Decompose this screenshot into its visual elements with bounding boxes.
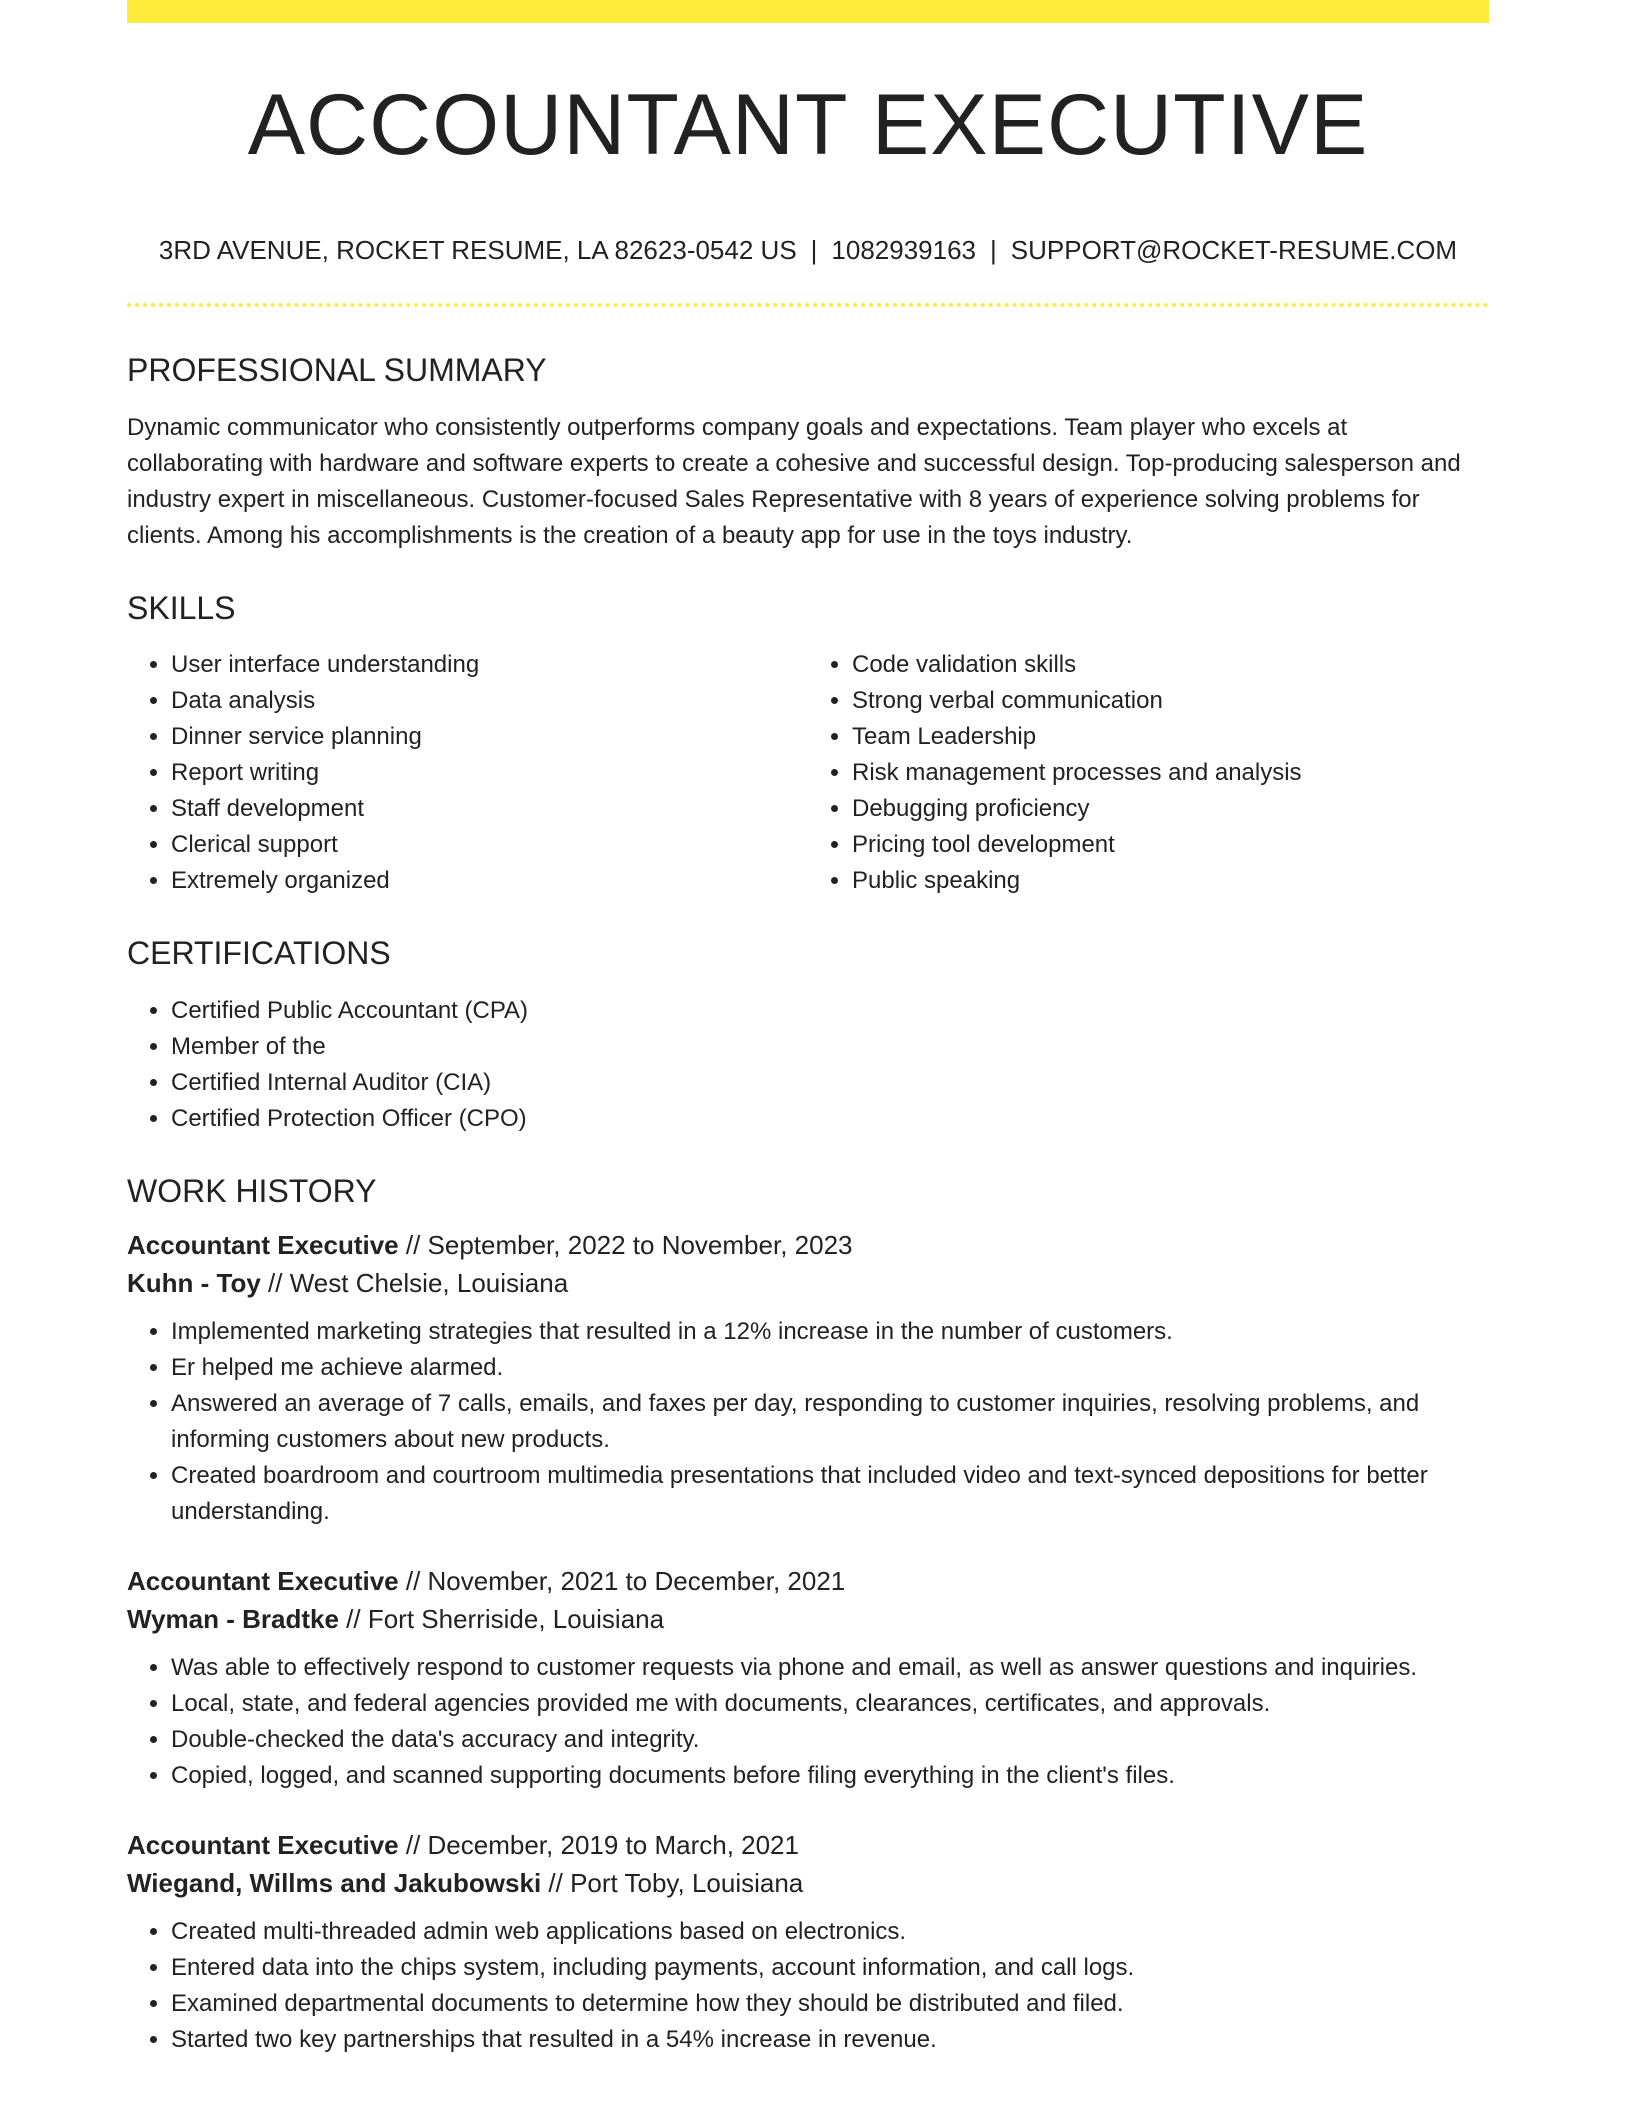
list-item: • Answered an average of 7 calls, emails, and faxes per day, responding to customer inquiries, resolving problems, and informing customers about new products. <box>171 1386 1489 1458</box>
resume-name: ACCOUNTANT EXECUTIVE <box>247 77 1369 173</box>
list-item: • Certified Public Accountant (CPA) <box>171 993 1489 1029</box>
job-entry <box>127 1562 1489 1794</box>
skills-grid <box>127 647 1489 899</box>
list-item: • Local, state, and federal agencies provided me with documents, clearances, certificates, and approvals. <box>171 1686 1489 1722</box>
summary-heading: PROFESSIONAL SUMMARY <box>127 352 547 388</box>
job-title: Accountant Executive <box>127 1230 399 1261</box>
list-item: • Report writing <box>171 755 808 791</box>
contact-separator: | <box>990 235 997 265</box>
list-item: • Debugging proficiency <box>852 791 1489 827</box>
job-title: Accountant Executive <box>127 1830 399 1861</box>
job-entry <box>127 1826 1489 2058</box>
list-item: • Data analysis <box>171 683 808 719</box>
certifications-heading: CERTIFICATIONS <box>127 935 391 972</box>
list-item: • Code validation skills <box>852 647 1489 683</box>
certifications-list <box>127 993 1489 1137</box>
skills-list-right <box>808 647 1489 899</box>
list-item: • Member of the <box>171 1029 1489 1065</box>
list-item: • Certified Internal Auditor (CIA) <box>171 1065 1489 1101</box>
job-title: Accountant Executive <box>127 1566 399 1597</box>
list-item: • Strong verbal communication <box>852 683 1489 719</box>
list-item: • Extremely organized <box>171 863 808 899</box>
job-bullets <box>127 1314 1489 1530</box>
job-bullets <box>127 1650 1489 1794</box>
job-entry <box>127 1226 1489 1530</box>
skills-heading: SKILLS <box>127 589 236 626</box>
list-item: • Implemented marketing strategies that resulted in a 12% increase in the number of customers. <box>171 1314 1489 1350</box>
job-title-line <box>127 1826 1489 1864</box>
skills-list-left <box>127 647 808 899</box>
job-company: Wiegand, Willms and Jakubowski <box>127 1868 542 1899</box>
contact-line <box>127 235 1489 266</box>
resume-content <box>127 350 1489 2058</box>
contact-email: SUPPORT@ROCKET-RESUME.COM <box>1010 235 1458 265</box>
job-location: // Fort Sherriside, Louisiana <box>338 1604 665 1635</box>
list-item: • Public speaking <box>852 863 1489 899</box>
certifications-section <box>127 933 1489 1137</box>
job-title-line <box>127 1562 1489 1600</box>
contact-phone: 1082939163 <box>831 235 977 265</box>
job-bullets <box>127 1914 1489 2058</box>
job-location: // West Chelsie, Louisiana <box>260 1268 569 1299</box>
job-dates: // December, 2019 to March, 2021 <box>398 1830 799 1861</box>
work-history-heading: WORK HISTORY <box>127 1172 377 1209</box>
list-item: • Dinner service planning <box>171 719 808 755</box>
list-item: • Started two key partnerships that resulted in a 54% increase in revenue. <box>171 2022 1489 2058</box>
skills-section <box>127 588 1489 900</box>
summary-text: Dynamic communicator who consistently outperforms company goals and expectations. Team player who excels at collaborating with hardware and software experts to create a cohesive and successful design. Top-producing salesperson and industry expert in miscellaneous. Customer-focused Sales Representative with 8 years of experience solving problems for clients. Among his accomplishments is the creation of a beauty app for use in the toys industry. <box>127 413 1461 549</box>
list-item: • Double-checked the data's accuracy and integrity. <box>171 1722 1489 1758</box>
work-history-section <box>127 1171 1489 2059</box>
list-item: • Created multi-threaded admin web applications based on electronics. <box>171 1914 1489 1950</box>
job-location: // Port Toby, Louisiana <box>541 1868 804 1899</box>
list-item: • Certified Protection Officer (CPO) <box>171 1101 1489 1137</box>
list-item: • Was able to effectively respond to customer requests via phone and email, as well as answer questions and inquiries. <box>171 1650 1489 1686</box>
job-company-line <box>127 1864 1489 1902</box>
list-item: • Risk management processes and analysis <box>852 755 1489 791</box>
list-item: • User interface understanding <box>171 647 808 683</box>
contact-address: 3RD AVENUE, ROCKET RESUME, LA 82623-0542 US <box>158 235 797 265</box>
list-item: • Er helped me achieve alarmed. <box>171 1350 1489 1386</box>
job-title-line <box>127 1226 1489 1264</box>
job-company: Wyman - Bradtke <box>127 1604 339 1635</box>
summary-section <box>127 350 1489 554</box>
jobs-container <box>127 1226 1489 2058</box>
job-company-line <box>127 1264 1489 1302</box>
list-item: • Team Leadership <box>852 719 1489 755</box>
list-item: • Examined departmental documents to determine how they should be distributed and filed. <box>171 1986 1489 2022</box>
header-divider <box>127 303 1489 307</box>
contact-separator: | <box>810 235 818 265</box>
list-item: • Entered data into the chips system, including payments, account information, and call logs. <box>171 1950 1489 1986</box>
job-dates: // September, 2022 to November, 2023 <box>398 1230 853 1261</box>
list-item: • Staff development <box>171 791 808 827</box>
list-item: • Created boardroom and courtroom multimedia presentations that included video and text-synced depositions for better understanding. <box>171 1458 1489 1530</box>
job-company-line <box>127 1600 1489 1638</box>
list-item: • Clerical support <box>171 827 808 863</box>
list-item: • Copied, logged, and scanned supporting documents before filing everything in the client's files. <box>171 1758 1489 1794</box>
accent-top-bar <box>127 0 1489 23</box>
list-item: • Pricing tool development <box>852 827 1489 863</box>
job-dates: // November, 2021 to December, 2021 <box>398 1566 846 1597</box>
job-company: Kuhn - Toy <box>127 1268 261 1299</box>
